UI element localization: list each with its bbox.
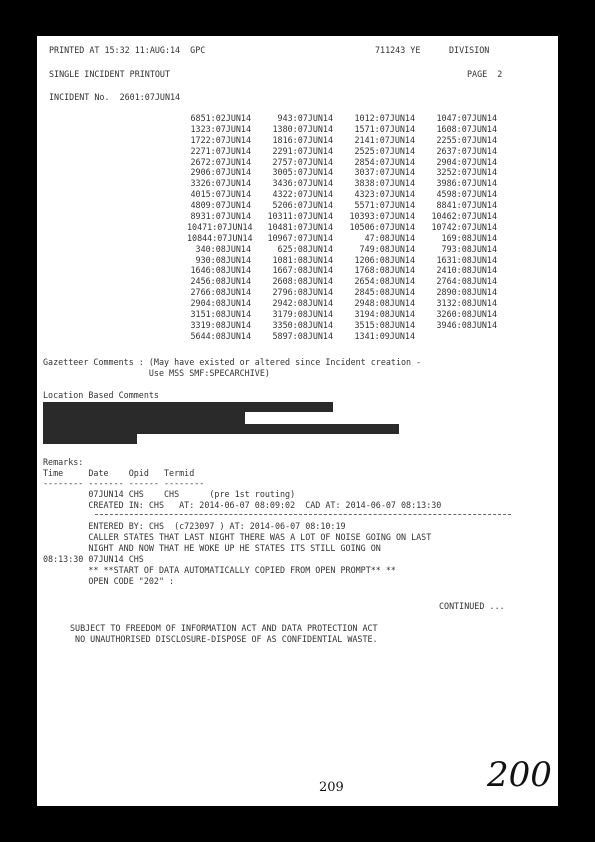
grid-cell: 2766:08JUN14: [190, 287, 251, 298]
grid-cell: 3151:08JUN14: [190, 309, 251, 320]
grid-cell: 3252:07JUN14: [436, 167, 497, 178]
grid-row: [187, 298, 497, 309]
grid-cell: 1047:07JUN14: [436, 113, 497, 123]
grid-cell: 1667:08JUN14: [272, 265, 333, 276]
grid-cell: 2904:07JUN14: [436, 156, 497, 167]
grid-cell: 2525:07JUN14: [354, 145, 415, 156]
grid-cell: 2942:08JUN14: [272, 298, 333, 309]
grid-cell: 3946:08JUN14: [436, 319, 497, 330]
grid-cell: 4809:07JUN14: [190, 200, 251, 211]
grid-cell: 3838:07JUN14: [354, 178, 415, 189]
grid-row: [187, 146, 497, 157]
grid-cell: 1081:08JUN14: [272, 254, 333, 265]
grid-cell: 2948:08JUN14: [354, 298, 415, 309]
grid-cell: 1380:07JUN14: [272, 123, 333, 134]
remark-line: NIGHT AND NOW THAT HE WOKE UP HE STATES ITS STILL GOING ON: [43, 543, 381, 553]
continued-label: CONTINUED ...: [439, 601, 505, 611]
grid-cell: 1768:08JUN14: [354, 265, 415, 276]
grid-cell: 1816:07JUN14: [272, 134, 333, 145]
grid-row: [187, 255, 497, 266]
grid-row: [187, 331, 497, 342]
reference-code: 711243 YE: [375, 45, 421, 55]
grid-cell: 2291:07JUN14: [272, 145, 333, 156]
remarks-column-headers: Time Date Opid Termid: [43, 468, 195, 478]
grid-cell: 1323:07JUN14: [190, 123, 251, 134]
division-label: DIVISION: [449, 45, 490, 55]
grid-cell: [415, 331, 497, 342]
grid-cell: 1722:07JUN14: [190, 134, 251, 145]
grid-row: [187, 320, 497, 331]
incident-log-grid: [187, 113, 497, 342]
grid-cell: 2410:08JUN14: [436, 265, 497, 276]
grid-cell: 4322:07JUN14: [272, 189, 333, 200]
grid-cell: 943:07JUN14: [277, 113, 333, 123]
grid-cell: 5571:07JUN14: [354, 200, 415, 211]
grid-cell: 2904:08JUN14: [190, 298, 251, 309]
incident-number: INCIDENT No. 2601:07JUN14: [49, 92, 181, 102]
grid-cell: 930:08JUN14: [195, 254, 251, 265]
separator-rule: [95, 514, 511, 515]
grid-row: [187, 211, 497, 222]
grid-row: [187, 287, 497, 298]
confidentiality-notice-line1: SUBJECT TO FREEDOM OF INFORMATION ACT AND DATA PROTECTION ACT: [70, 623, 378, 633]
grid-cell: 10393:07JUN14: [349, 211, 415, 222]
grid-cell: 749:08JUN14: [359, 243, 415, 254]
grid-cell: 3326:07JUN14: [190, 178, 251, 189]
grid-cell: 2654:08JUN14: [354, 276, 415, 287]
grid-row: [187, 276, 497, 287]
grid-cell: 5897:08JUN14: [272, 330, 333, 341]
grid-cell: 1631:08JUN14: [436, 254, 497, 265]
grid-cell: 10481:07JUN14: [267, 221, 333, 232]
grid-cell: 3005:07JUN14: [272, 167, 333, 178]
handwritten-number-text: 200: [487, 755, 552, 795]
grid-cell: 1608:07JUN14: [436, 123, 497, 134]
grid-cell: 2764:08JUN14: [436, 276, 497, 287]
grid-cell: 3179:08JUN14: [272, 309, 333, 320]
grid-cell: 2637:07JUN14: [436, 145, 497, 156]
grid-row: [187, 178, 497, 189]
remark-line: CALLER STATES THAT LAST NIGHT THERE WAS A LOT OF NOISE GOING ON LAST: [43, 532, 432, 542]
grid-cell: 4323:07JUN14: [354, 189, 415, 200]
grid-cell: 8931:07JUN14: [190, 211, 251, 222]
grid-cell: 3132:08JUN14: [436, 298, 497, 309]
grid-row: [187, 189, 497, 200]
document-page: [37, 36, 558, 806]
grid-row: [187, 167, 497, 178]
grid-cell: 10844:07JUN14: [187, 232, 253, 243]
grid-row: [187, 113, 497, 124]
grid-cell: 3194:08JUN14: [354, 309, 415, 320]
remarks-title: Remarks:: [43, 457, 84, 467]
grid-cell: 2796:08JUN14: [272, 287, 333, 298]
grid-cell: 1012:07JUN14: [354, 113, 415, 123]
grid-cell: 2672:07JUN14: [190, 156, 251, 167]
grid-cell: 4015:07JUN14: [190, 189, 251, 200]
remark-line: OPEN CODE "202" :: [43, 576, 175, 586]
confidentiality-notice-line2: NO UNAUTHORISED DISCLOSURE-DISPOSE OF AS CONFIDENTIAL WASTE.: [70, 634, 378, 644]
grid-cell: 2757:07JUN14: [272, 156, 333, 167]
remark-line: 08:13:30 07JUN14 CHS: [43, 554, 144, 564]
grid-cell: 10506:07JUN14: [349, 221, 415, 232]
grid-cell: 1206:08JUN14: [354, 254, 415, 265]
grid-cell: 10742:07JUN14: [431, 221, 497, 232]
grid-cell: 2456:08JUN14: [190, 276, 251, 287]
grid-cell: 10967:07JUN14: [267, 232, 333, 243]
grid-cell: 5644:08JUN14: [190, 330, 251, 341]
grid-row: [187, 222, 497, 233]
grid-row: [187, 265, 497, 276]
grid-cell: 2255:07JUN14: [436, 134, 497, 145]
grid-cell: 2845:08JUN14: [354, 287, 415, 298]
printout-title: SINGLE INCIDENT PRINTOUT: [49, 69, 171, 79]
gazetteer-comments-line1: Gazetteer Comments : (May have existed or altered since Incident creation -: [43, 357, 422, 367]
redaction-block: [43, 434, 137, 444]
grid-row: [187, 157, 497, 168]
gazetteer-comments-line2: Use MSS SMF:SPECARCHIVE): [43, 368, 270, 378]
grid-cell: 6851:02JUN14: [190, 113, 251, 123]
grid-row: [187, 124, 497, 135]
grid-cell: 340:08JUN14: [195, 243, 251, 254]
redaction-block: [43, 412, 245, 424]
page-number: 209: [319, 780, 344, 795]
grid-cell: 10462:07JUN14: [431, 211, 497, 222]
grid-cell: 3515:08JUN14: [354, 319, 415, 330]
grid-row: [187, 309, 497, 320]
location-comments-title: Location Based Comments: [43, 390, 159, 400]
printed-at-line: PRINTED AT 15:32 11:AUG:14 GPC: [49, 45, 206, 55]
redaction-block: [43, 402, 333, 412]
grid-cell: 2608:08JUN14: [272, 276, 333, 287]
remark-line: ** **START OF DATA AUTOMATICALLY COPIED FROM OPEN PROMPT** **: [43, 565, 396, 575]
grid-cell: 2271:07JUN14: [190, 145, 251, 156]
grid-cell: 3037:07JUN14: [354, 167, 415, 178]
grid-cell: 169:08JUN14: [441, 232, 497, 243]
grid-cell: 1646:08JUN14: [190, 265, 251, 276]
grid-cell: 47:08JUN14: [364, 232, 415, 243]
remark-line: 07JUN14 CHS CHS (pre 1st routing): [43, 489, 296, 499]
grid-cell: 1341:09JUN14: [354, 330, 415, 341]
grid-cell: 5206:07JUN14: [272, 200, 333, 211]
remarks-header-rule: -------- ------- ------ --------: [43, 478, 205, 488]
grid-cell: 2141:07JUN14: [354, 134, 415, 145]
grid-cell: 4598:07JUN14: [436, 189, 497, 200]
grid-row: [187, 233, 497, 244]
grid-cell: 8841:07JUN14: [436, 200, 497, 211]
page-indicator: PAGE 2: [467, 69, 503, 79]
grid-cell: 1571:07JUN14: [354, 123, 415, 134]
grid-cell: 3260:08JUN14: [436, 309, 497, 320]
remark-line: CREATED IN: CHS AT: 2014-06-07 08:09:02 CAD AT: 2014-06-07 08:13:30: [43, 500, 442, 510]
grid-cell: 3986:07JUN14: [436, 178, 497, 189]
grid-row: [187, 135, 497, 146]
grid-cell: 2854:07JUN14: [354, 156, 415, 167]
grid-cell: 3350:08JUN14: [272, 319, 333, 330]
grid-row: [187, 200, 497, 211]
grid-cell: 10311:07JUN14: [267, 211, 333, 222]
grid-cell: 2890:08JUN14: [436, 287, 497, 298]
grid-cell: 793:08JUN14: [441, 243, 497, 254]
grid-cell: 10471:07JUN14: [187, 221, 253, 232]
grid-cell: 3319:08JUN14: [190, 319, 251, 330]
grid-cell: 625:08JUN14: [277, 243, 333, 254]
grid-row: [187, 244, 497, 255]
handwritten-number: [485, 748, 555, 798]
redaction-block: [43, 424, 399, 434]
remark-line: ENTERED BY: CHS (c723097 ) AT: 2014-06-07 08:10:19: [43, 521, 346, 531]
grid-cell: 2906:07JUN14: [190, 167, 251, 178]
grid-cell: 3436:07JUN14: [272, 178, 333, 189]
